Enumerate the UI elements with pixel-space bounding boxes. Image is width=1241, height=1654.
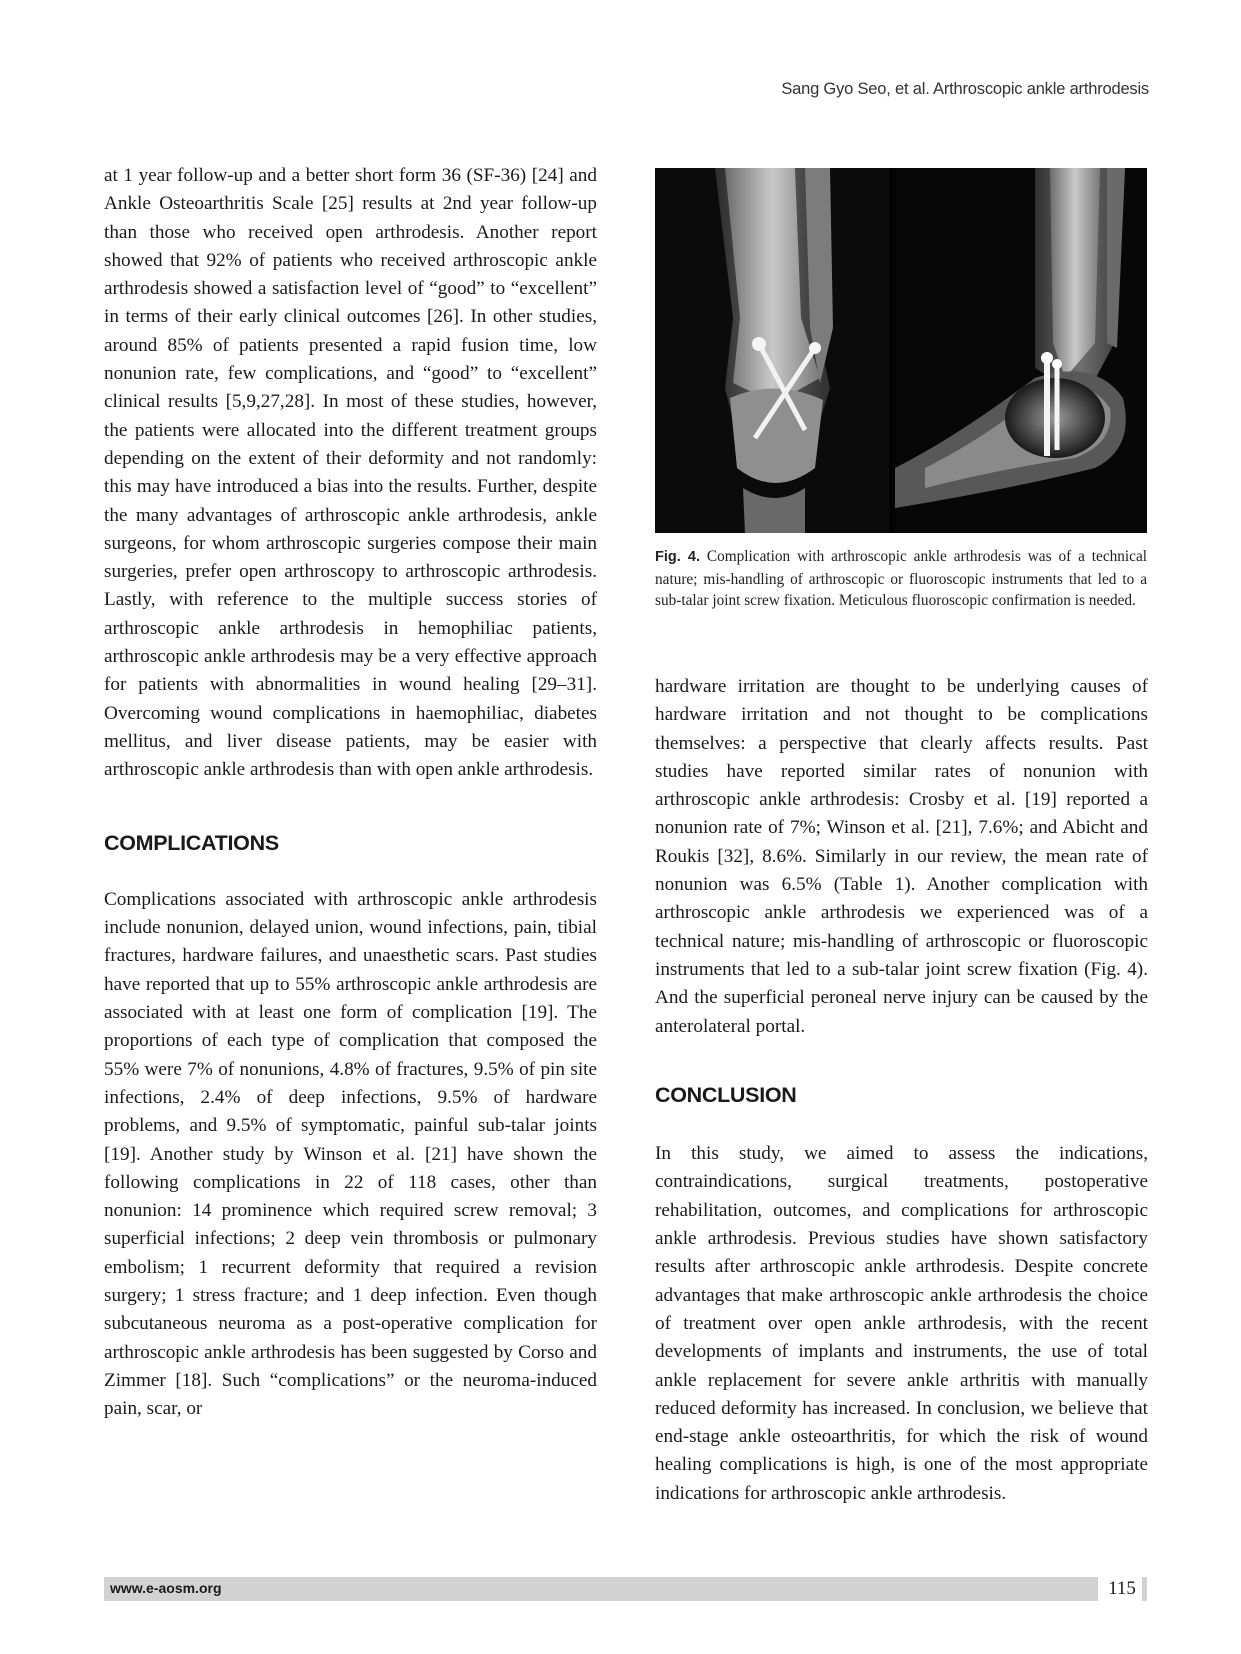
figure-caption-text: Complication with arthroscopic ankle arthrodesis was of a technical nature; mis-handling of arthroscopic or fluoroscopic instruments that led to a sub-talar joint screw fixation. Meticulous fluoroscopic confirmation is needed. <box>655 548 1147 609</box>
figure-label: Fig. 4. <box>655 549 700 565</box>
complications-heading: COMPLICATIONS <box>104 830 279 855</box>
body-paragraph: hardware irritation are thought to be underlying causes of hardware irritation and not thought to be complications themselves: a perspective that clearly affects results. Past studies have reported similar rates of nonunion with arthroscopic ankle arthrodesis: Crosby et al. [19] reported a nonunion rate of 7%; Winson et al. [21], 7.6%; and Abicht and Roukis [32], 8.6%. Similarly in our review, the mean rate of nonunion was 6.5% (Table 1). Another complication with arthroscopic ankle arthrodesis we experienced was of a technical nature; mis-handling of arthroscopic or fluoroscopic instruments that led to a sub-talar joint screw fixation (Fig. 4). And the superficial peroneal nerve injury can be caused by the anterolateral portal. <box>655 676 1148 1037</box>
footer-url[interactable]: www.e-aosm.org <box>110 1580 222 1596</box>
conclusion-heading: CONCLUSION <box>655 1082 797 1107</box>
figure-caption <box>655 546 1147 612</box>
page-number: 115 <box>1098 1575 1146 1603</box>
running-header: Sang Gyo Seo, et al. Arthroscopic ankle arthrodesis <box>781 80 1149 98</box>
right-column <box>655 673 1148 1508</box>
xray-figure <box>655 168 1147 533</box>
xray-image <box>655 168 1147 533</box>
footer-page-tick <box>1142 1577 1147 1601</box>
body-paragraph: at 1 year follow-up and a better short form 36 (SF-36) [24] and Ankle Osteoarthritis Scale [25] results at 2nd year follow-up than those who received open arthrodesis. Another report showed that 92% of patients who received arthroscopic ankle arthrodesis showed a satisfaction level of “good” to “excellent” in terms of their early clinical outcomes [26]. In other studies, around 85% of patients presented a rapid fusion time, low nonunion rate, few complications, and “good” to “excellent” clinical results [5,9,27,28]. In most of these studies, however, the patients were allocated into the different treatment groups depending on the extent of their deformity and not randomly: this may have introduced a bias into the results. Further, despite the many advantages of arthroscopic ankle arthrodesis, ankle surgeons, for whom arthroscopic surgeries compose their main surgeries, prefer open arthroscopy to arthroscopic arthrodesis. Lastly, with reference to the multiple success stories of arthroscopic ankle arthrodesis in hemophiliac patients, arthroscopic ankle arthrodesis may be a very effective approach for patients with abnormalities in wound healing [29–31]. Overcoming wound complications in haemophiliac, diabetes mellitus, and liver disease patients, may be easier with arthroscopic ankle arthrodesis than with open ankle arthrodesis. <box>104 165 597 781</box>
body-paragraph: Complications associated with arthroscopic ankle arthrodesis include nonunion, delayed union, wound infections, pain, tibial fractures, hardware failures, and unaesthetic scars. Past studies have reported that up to 55% arthroscopic ankle arthrodesis are associated with at least one form of complication [19]. The proportions of each type of complication that composed the 55% were 7% of nonunions, 4.8% of fractures, 9.5% of pin site infections, 2.4% of deep infections, 9.5% of hardware problems, and 9.5% of symptomatic, painful sub-talar joints [19]. Another study by Winson et al. [21] have shown the following complications in 22 of 118 cases, other than nonunion: 14 prominence which required screw removal; 3 superficial infections; 2 deep vein thrombosis or pulmonary embolism; 1 recurrent deformity that required a revision surgery; 1 stress fracture; and 1 deep infection. Even though subcutaneous neuroma as a post-operative complication for arthroscopic ankle arthrodesis has been suggested by Corso and Zimmer [18]. Such “complications” or the neuroma-induced pain, scar, or <box>104 888 597 1420</box>
body-paragraph: In this study, we aimed to assess the indications, contraindications, surgical treatments, postoperative rehabilitation, outcomes, and complications for arthroscopic ankle arthrodesis. Previous studies have shown satisfactory results after arthroscopic ankle arthrodesis. Despite concrete advantages that make arthroscopic ankle arthrodesis the choice of treatment over open ankle arthrodesis, with the recent developments of implants and instruments, the use of total ankle replacement for severe ankle arthritis with manually reduced deformity has increased. In conclusion, we believe that end-stage ankle osteoarthritis, for which the risk of wound healing complications is high, is one of the most appropriate indications for arthroscopic ankle arthrodesis. <box>655 1143 1148 1504</box>
footer-bar <box>104 1577 1146 1601</box>
left-column <box>104 162 597 1423</box>
